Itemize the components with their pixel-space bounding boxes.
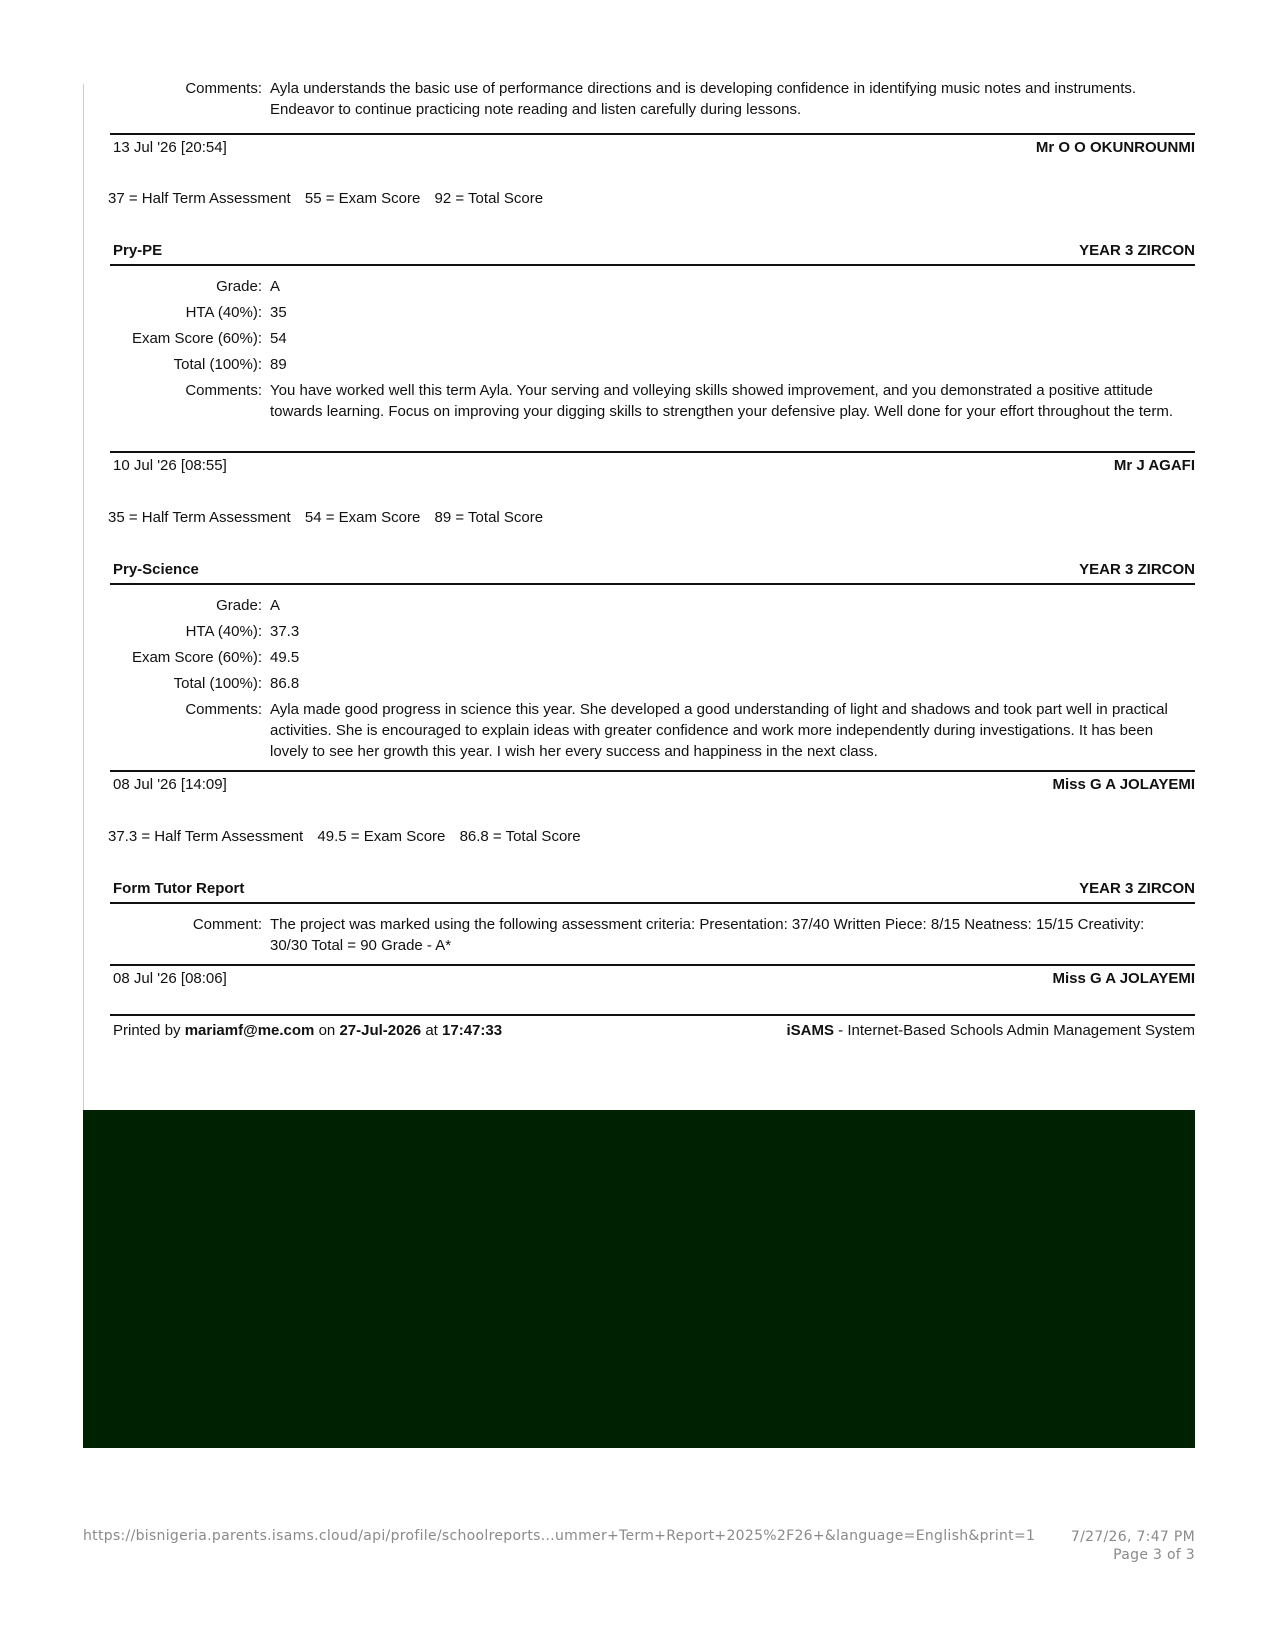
divider <box>110 451 1195 453</box>
pe-header <box>110 240 1195 262</box>
science-teacher: Miss G A JOLAYEMI <box>1052 776 1195 793</box>
summary-total: 86.8 = Total Score <box>459 828 581 845</box>
total-label: Total (100%): <box>173 356 262 373</box>
pe-class: YEAR 3 ZIRCON <box>1079 242 1195 259</box>
pe-timestamp: 10 Jul '26 [08:55] <box>113 457 227 474</box>
comments-label: Comments: <box>185 382 262 399</box>
printed-time: 17:47:33 <box>442 1022 503 1039</box>
science-exam-row <box>83 647 1183 668</box>
science-summary <box>108 828 591 845</box>
pe-grade-row <box>83 276 1183 297</box>
science-hta: 37.3 <box>270 623 300 640</box>
pe-comments-row <box>83 380 1183 422</box>
isams-credit <box>786 1020 1195 1042</box>
form-tutor-timestamp: 08 Jul '26 [08:06] <box>113 970 227 987</box>
form-tutor-header <box>110 878 1195 900</box>
form-tutor-comment: The project was marked using the following assessment criteria: Presentation: 37/40 Written Piece: 8/15 Neatness: 15/15 Creativity: 30/30 Total = 90 Grade - A* <box>270 916 1145 954</box>
printed-prefix: Printed by <box>113 1022 181 1039</box>
science-total: 86.8 <box>270 675 300 692</box>
science-timestamp: 08 Jul '26 [14:09] <box>113 776 227 793</box>
science-total-row <box>83 673 1183 694</box>
page-url: https://bisnigeria.parents.isams.cloud/api/profile/schoolreports...ummer+Term+Report+2025%2F26+&language=English&print=1 <box>83 1528 1036 1544</box>
printed-user: mariamf@me.com <box>184 1022 315 1039</box>
printed-by <box>113 1020 502 1042</box>
pe-teacher: Mr J AGAFI <box>1113 457 1195 474</box>
divider <box>110 264 1195 266</box>
form-tutor-comment-row <box>83 914 1183 956</box>
summary-hta: 37 = Half Term Assessment <box>108 190 291 207</box>
music-timestamp: 13 Jul '26 [20:54] <box>113 139 227 156</box>
pe-hta-row <box>83 302 1183 323</box>
science-hta-row <box>83 621 1183 642</box>
pe-exam-row <box>83 328 1183 349</box>
summary-exam: 54 = Exam Score <box>304 509 421 526</box>
print-datetime: 7/27/26, 7:47 PM <box>1070 1529 1195 1545</box>
music-footer <box>110 137 1195 159</box>
science-grade-row <box>83 595 1183 616</box>
divider <box>110 770 1195 772</box>
science-class: YEAR 3 ZIRCON <box>1079 561 1195 578</box>
form-tutor-subject: Form Tutor Report <box>113 880 245 897</box>
music-comments-row <box>83 78 1183 120</box>
science-comments-row <box>83 699 1183 762</box>
printed-on: on <box>318 1022 336 1039</box>
form-tutor-teacher: Miss G A JOLAYEMI <box>1052 970 1195 987</box>
form-tutor-footer <box>110 968 1195 990</box>
summary-total: 89 = Total Score <box>434 509 544 526</box>
pe-summary <box>108 509 553 526</box>
report-page <box>83 0 1195 1113</box>
pe-footer <box>110 455 1195 477</box>
print-info <box>1071 1528 1195 1564</box>
pe-comments: You have worked well this term Ayla. Your serving and volleying skills showed improvement, and you demonstrated a positive attitude towards learning. Focus on improving your digging skills to strengthen your defensive play. Well done for your effort throughout the term. <box>270 382 1173 420</box>
exam-label: Exam Score (60%): <box>131 649 262 666</box>
isams-brand: iSAMS <box>786 1022 834 1039</box>
music-comments: Ayla understands the basic use of performance directions and is developing confidence in identifying music notes and instruments. Endeavor to continue practicing note reading and listen carefully during lessons. <box>270 80 1137 118</box>
hta-label: HTA (40%): <box>185 304 262 321</box>
summary-total: 92 = Total Score <box>434 190 544 207</box>
printed-date: 27-Jul-2026 <box>339 1022 422 1039</box>
pe-subject: Pry-PE <box>113 242 163 259</box>
total-label: Total (100%): <box>173 675 262 692</box>
pe-grade: A <box>270 278 281 295</box>
divider <box>110 133 1195 135</box>
comments-label: Comments: <box>185 80 262 97</box>
dark-panel <box>83 1110 1195 1448</box>
exam-label: Exam Score (60%): <box>131 330 262 347</box>
science-exam: 49.5 <box>270 649 300 666</box>
music-teacher: Mr O O OKUNROUNMI <box>1035 139 1195 156</box>
hta-label: HTA (40%): <box>185 623 262 640</box>
summary-hta: 35 = Half Term Assessment <box>108 509 291 526</box>
divider <box>110 583 1195 585</box>
science-comments: Ayla made good progress in science this year. She developed a good understanding of light and shadows and took part well in practical activities. She is encouraged to explain ideas with greater confidence and work more independently during investigations. It has been lovely to see her growth this year. I wish her every success and happiness in the next class. <box>270 701 1168 760</box>
grade-label: Grade: <box>216 278 262 295</box>
page-number: Page 3 of 3 <box>1113 1547 1195 1563</box>
science-subject: Pry-Science <box>113 561 199 578</box>
grade-label: Grade: <box>216 597 262 614</box>
pe-hta: 35 <box>270 304 287 321</box>
science-header <box>110 559 1195 581</box>
divider <box>110 902 1195 904</box>
summary-exam: 55 = Exam Score <box>304 190 421 207</box>
isams-tagline: - Internet-Based Schools Admin Management System <box>838 1022 1195 1039</box>
science-grade: A <box>270 597 281 614</box>
printed-at: at <box>425 1022 438 1039</box>
summary-hta: 37.3 = Half Term Assessment <box>108 828 304 845</box>
science-footer <box>110 774 1195 796</box>
music-summary <box>108 190 553 207</box>
divider <box>110 1014 1195 1016</box>
form-tutor-class: YEAR 3 ZIRCON <box>1079 880 1195 897</box>
comments-label: Comments: <box>185 701 262 718</box>
divider <box>110 964 1195 966</box>
pe-total: 89 <box>270 356 287 373</box>
pe-total-row <box>83 354 1183 375</box>
pe-exam: 54 <box>270 330 287 347</box>
comment-label: Comment: <box>192 916 262 933</box>
summary-exam: 49.5 = Exam Score <box>317 828 446 845</box>
